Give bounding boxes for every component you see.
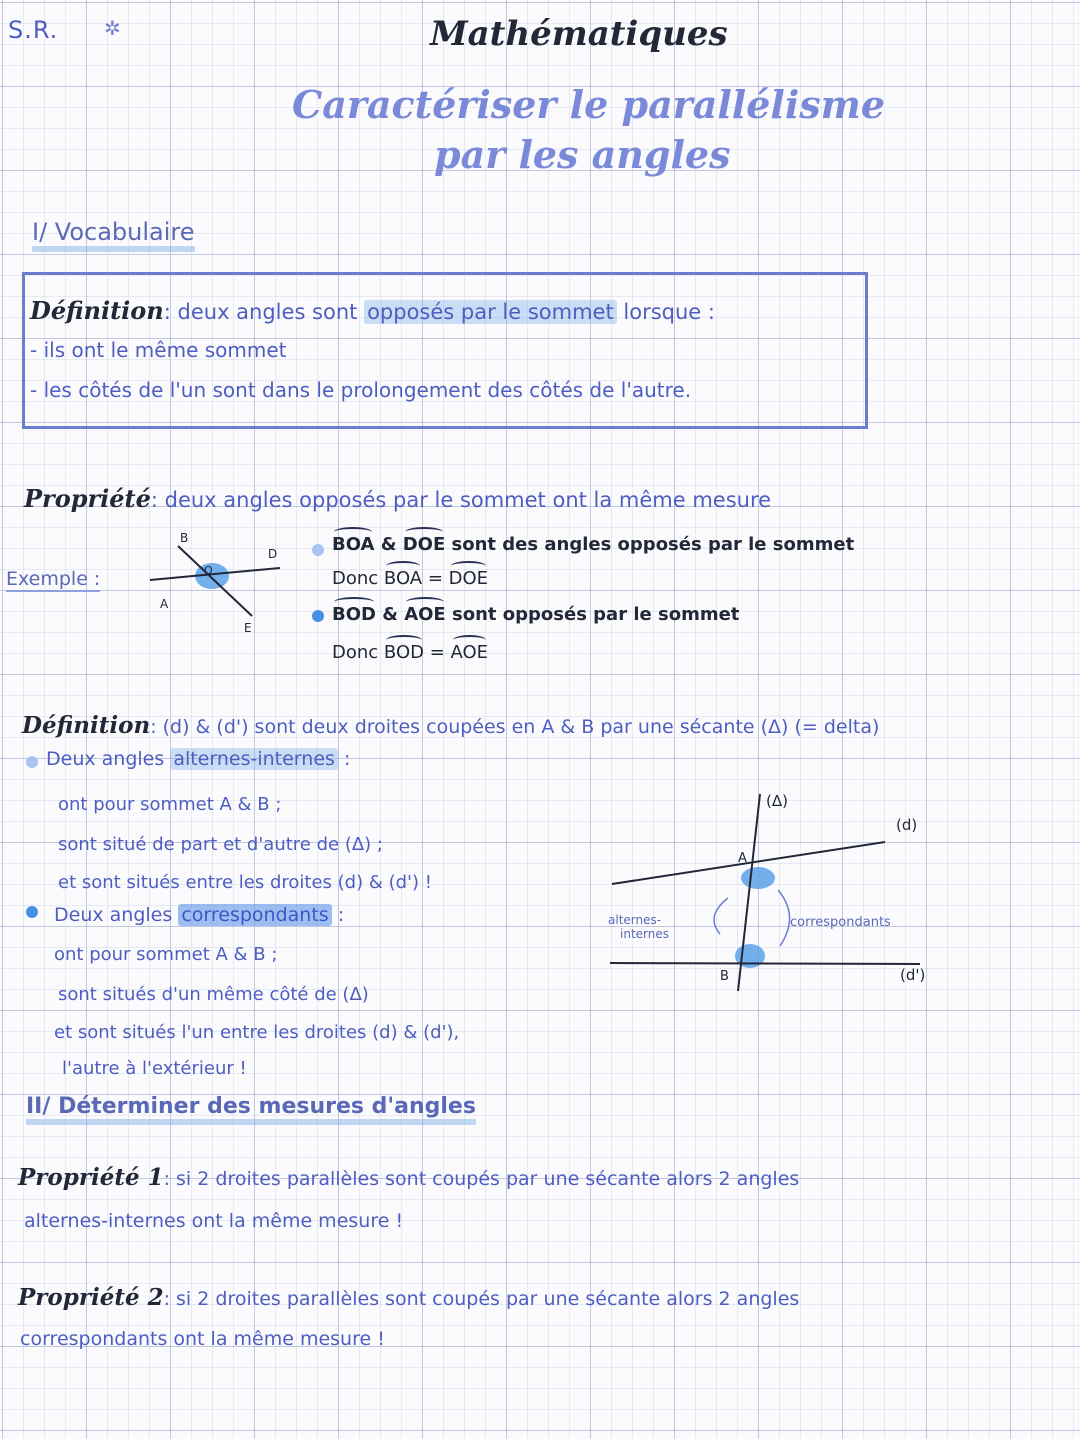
equals-2: = — [423, 642, 451, 663]
definition1-label: Définition — [30, 296, 164, 325]
opposite-angles-figure — [140, 528, 290, 638]
alt-title-highlight: alternes-internes — [170, 748, 338, 770]
subject-title: Mathématiques — [430, 14, 728, 54]
label-correspondants: correspondants — [790, 915, 891, 930]
example-line1-end: sont des angles opposés par le sommet — [445, 534, 855, 555]
property-text: : deux angles opposés par le sommet ont la même mesure — [150, 488, 772, 512]
angle-a-highlight — [741, 867, 775, 889]
corr-item4: l'autre à l'extérieur ! — [62, 1058, 247, 1079]
definition1-highlight: opposés par le sommet — [364, 300, 617, 324]
alt-item3: et sont situés entre les droites (d) & (d') ! — [58, 872, 432, 893]
definition1-item1: - ils ont le même sommet — [30, 338, 287, 362]
alt-arrow — [714, 898, 728, 934]
alt-title-end: : — [337, 748, 351, 770]
definition1-text-end: lorsque : — [616, 300, 715, 324]
label-d-prime: (d') — [900, 966, 926, 984]
definition1 — [30, 296, 715, 325]
example-line4 — [332, 642, 488, 663]
label-delta: (Δ) — [766, 792, 788, 810]
corr-title-start: Deux angles — [54, 904, 179, 926]
alt-bullet — [26, 756, 38, 768]
property1-label: Propriété 1 — [18, 1164, 164, 1191]
label-o: O — [204, 564, 213, 577]
label-a-point: A — [738, 851, 747, 866]
property — [24, 484, 771, 513]
property-label: Propriété — [24, 484, 151, 513]
alt-title — [46, 748, 350, 770]
label-alternes-1: alternes- — [608, 913, 662, 927]
section1-heading: I/ Vocabulaire — [32, 218, 195, 252]
donc: Donc — [332, 568, 384, 589]
property1-line1: : si 2 droites parallèles sont coupés par une sécante alors 2 angles — [163, 1168, 800, 1190]
corr-arrow — [778, 890, 790, 946]
label-alternes-2: internes — [620, 927, 669, 941]
example-label: Exemple : — [6, 568, 101, 590]
definition2-label: Définition — [22, 712, 151, 739]
property1 — [18, 1164, 799, 1191]
initials: S.R. — [8, 16, 59, 44]
example-line1 — [332, 534, 854, 555]
property2-line2: correspondants ont la même mesure ! — [20, 1328, 385, 1350]
corr-item2: sont situés d'un même côté de (Δ) — [58, 984, 369, 1005]
amp: & — [374, 534, 403, 555]
label-d: D — [268, 547, 278, 561]
corr-item1: ont pour sommet A & B ; — [54, 944, 278, 965]
angle-aoe-2: AOE — [450, 642, 489, 663]
angle-aoe: AOE — [404, 604, 446, 625]
donc-2: Donc — [332, 642, 384, 663]
angle-doe: DOE — [402, 534, 446, 555]
property2-line1: : si 2 droites parallèles sont coupés par une sécante alors 2 angles — [163, 1288, 800, 1310]
flower-doodle-icon: ✲ — [104, 16, 121, 40]
equals: = — [422, 568, 449, 589]
angle-bod-2: BOD — [383, 642, 424, 663]
page-title-line2: par les angles — [434, 132, 731, 177]
page-title-line1: Caractériser le parallélisme — [292, 82, 886, 127]
angle-boa-2: BOA — [383, 568, 423, 589]
definition2 — [22, 712, 879, 739]
corr-item3: et sont situés l'un entre les droites (d) & (d'), — [54, 1022, 460, 1043]
label-d: (d) — [896, 816, 918, 834]
alt-title-start: Deux angles — [46, 748, 171, 770]
angle-doe-2: DOE — [448, 568, 489, 589]
label-e: E — [244, 621, 252, 635]
alt-item1: ont pour sommet A & B ; — [58, 794, 282, 815]
line-d-prime — [610, 963, 920, 964]
angle-boa: BOA — [332, 534, 375, 555]
line-be — [178, 546, 252, 616]
definition1-item2: - les côtés de l'un sont dans le prolongement des côtés de l'autre. — [30, 378, 692, 402]
amp-2: & — [375, 604, 405, 625]
corr-title-end: : — [331, 904, 345, 926]
corr-title — [54, 904, 344, 926]
example-line3-end: sont opposés par le sommet — [445, 604, 740, 625]
example-bullet-2 — [312, 610, 324, 622]
corr-bullet — [26, 906, 38, 918]
label-b: B — [180, 531, 189, 545]
definition1-text: : deux angles sont — [163, 300, 365, 324]
angle-bod: BOD — [332, 604, 376, 625]
alt-item2: sont situé de part et d'autre de (Δ) ; — [58, 834, 383, 855]
property2-label: Propriété 2 — [18, 1284, 164, 1311]
section2-heading: II/ Déterminer des mesures d'angles — [26, 1094, 476, 1125]
label-a: A — [160, 597, 169, 611]
definition2-text: : (d) & (d') sont deux droites coupées en A & B par une sécante (Δ) (= delta) — [150, 716, 880, 738]
parallel-lines-figure — [600, 786, 940, 996]
example-bullet-1 — [312, 544, 324, 556]
corr-title-highlight: correspondants — [178, 904, 331, 926]
example-line3 — [332, 604, 739, 625]
example-line2 — [332, 568, 488, 589]
property1-line2: alternes-internes ont la même mesure ! — [24, 1210, 404, 1232]
property2 — [18, 1284, 799, 1311]
label-b-point: B — [720, 969, 729, 984]
